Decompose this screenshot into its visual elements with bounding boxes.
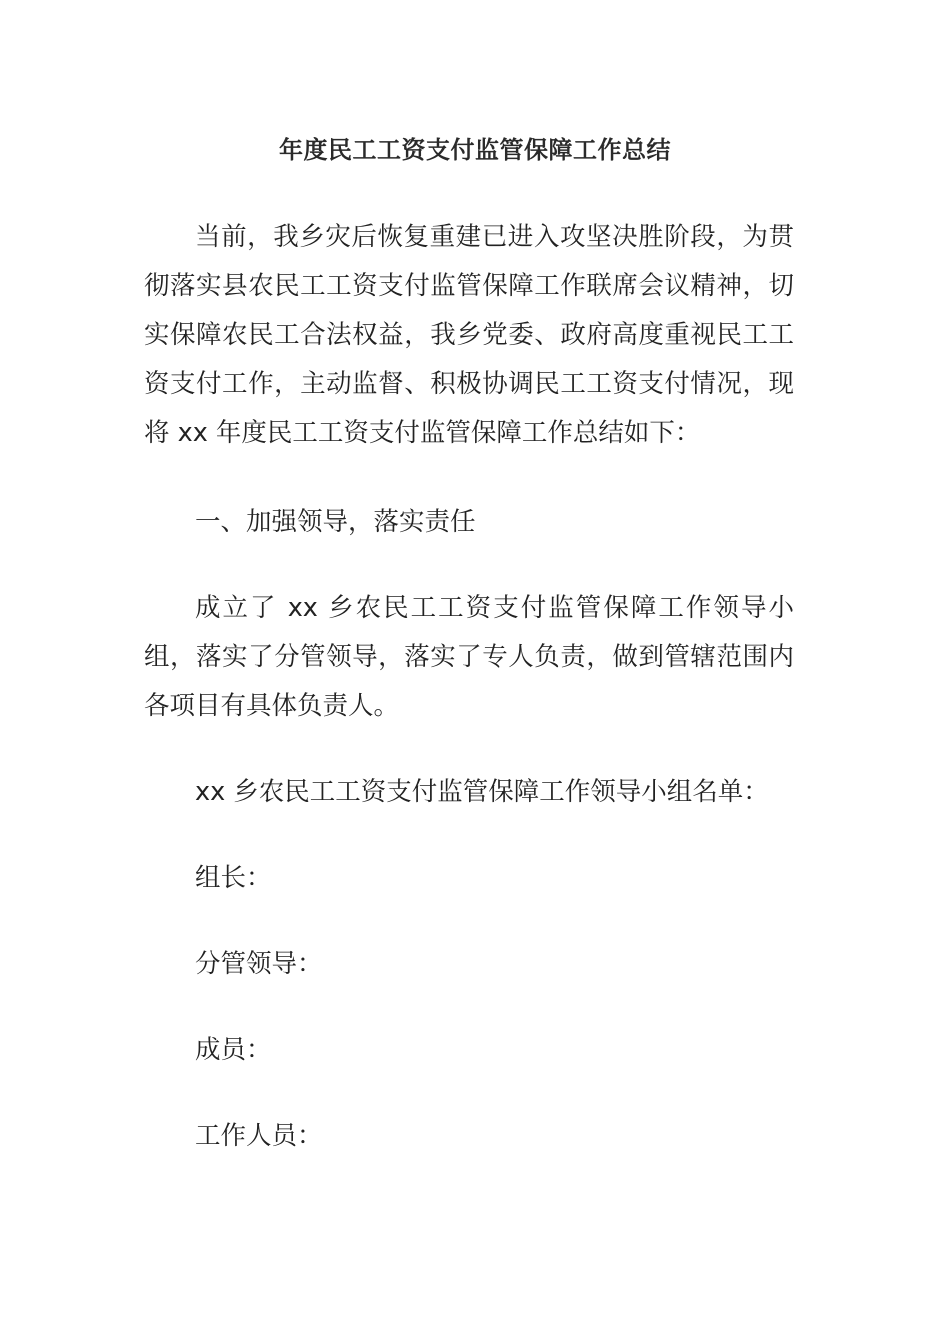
section-1-paragraph: 成立了 xx 乡农民工工资支付监管保障工作领导小组，落实了分管领导，落实了专人负责，做到管辖范围内各项目有具体负责人。 <box>144 593 794 721</box>
staff-label: 工作人员： <box>195 1121 323 1151</box>
group-leader-label: 组长： <box>195 863 272 893</box>
section-heading-1: 一、加强领导，落实责任 <box>195 507 476 537</box>
leader-group-list-heading: xx 乡农民工工资支付监管保障工作领导小组名单： <box>195 777 769 807</box>
document-title: 年度民工工资支付监管保障工作总结 <box>279 136 671 164</box>
members-label: 成员： <box>195 1035 272 1065</box>
intro-paragraph: 当前，我乡灾后恢复重建已进入攻坚决胜阶段，为贯彻落实县农民工工资支付监管保障工作联席会议精神，切实保障农民工合法权益，我乡党委、政府高度重视民工工资支付工作，主动监督、积极协调民工工资支付情况，现将 xx 年度民工工资支付监管保障工作总结如下： <box>144 222 794 448</box>
supervising-leader-label: 分管领导： <box>195 949 323 979</box>
